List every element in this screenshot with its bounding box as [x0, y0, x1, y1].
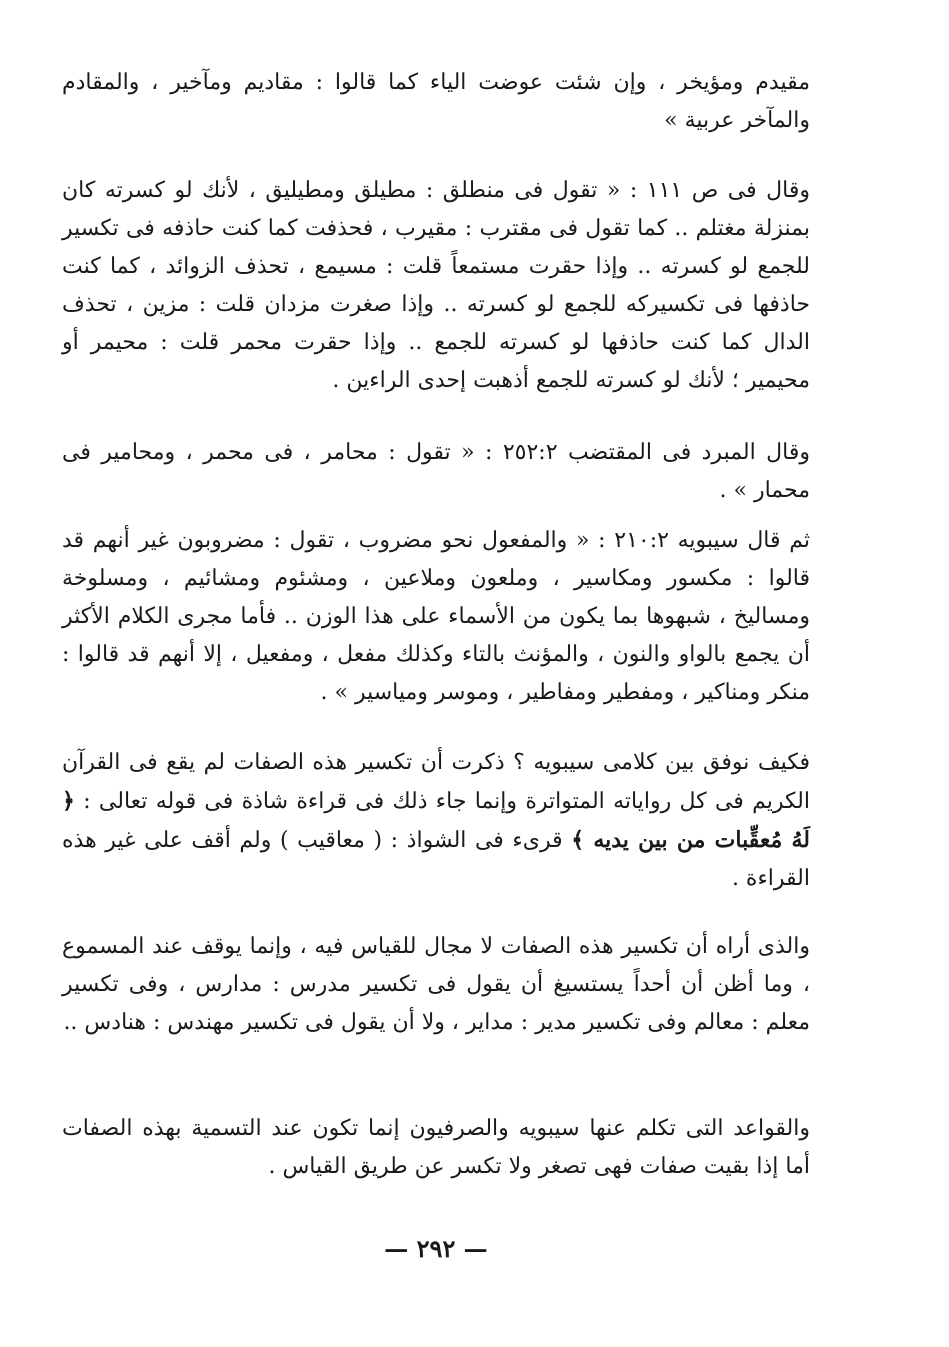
paragraph-5	[62, 744, 810, 898]
paragraph-1: مقيدم ومؤيخر ، وإن شئت عوضت الياء كما قالوا : مقاديم ومآخير ، والمقادم والمآخر عربية »	[62, 70, 810, 133]
page-number: — ٢٩٢ —	[384, 1234, 488, 1263]
paragraph-7: والقواعد التى تكلم عنها سيبويه والصرفيون إنما تكون عند التسمية بهذه الصفات أما إذا بقيت صفات فهى تصغر ولا تكسر عن طريق القياس .	[62, 1116, 810, 1179]
paragraph-2: وقال فى ص ١١١ : « تقول فى منطلق : مطيلق ومطيليق ، لأنك لو كسرته كان بمنزلة مغتلم .. كما تقول فى مقترب : مقيرب ، فحذفت كما كنت حاذفه فى تكسير للجمع لو كسرته .. وإذا حقرت مستمعاً قلت : مسيمع ، تحذف الزوائد ، كما كنت حاذفها فى تكسيركه للجمع لو كسرته .. وإذا صغرت مزدان قلت : مزين ، تحذف الدال كما كنت حاذفها لو كسرته للجمع .. وإذا حقرت محمر قلت : محيمر أو محيمير ؛ لأنك لو كسرته للجمع أذهبت إحدى الراءين .	[62, 178, 810, 393]
paragraph-6: والذى أراه أن تكسير هذه الصفات لا مجال للقياس فيه ، وإنما يوقف عند المسموع ، وما أظن أن أحداً يستسيغ أن يقول فى تكسير مدرس : مدارس ، وفى تكسير معلم : معالم وفى تكسير مدير : مداير ، ولا أن يقول فى تكسير مهندس : هنادس ..	[62, 934, 810, 1035]
paragraph-5-text-after: قرىء فى الشواذ : ( معاقيب ) ولم أقف على غير هذه القراءة .	[62, 828, 810, 891]
paragraph-5-text-before: فكيف نوفق بين كلامى سيبويه ؟ ذكرت أن تكسير هذه الصفات لم يقع فى القرآن الكريم فى كل رواياته المتواترة وإنما جاء ذلك فى قراءة شاذة فى قوله تعالى :	[62, 750, 810, 814]
paragraph-3: وقال المبرد فى المقتضب ٢٥٢:٢ : « تقول : محامر ، فى محمر ، ومحامير فى محمار » .	[62, 440, 810, 503]
paragraph-4: ثم قال سيبويه ٢١٠:٢ : « والمفعول نحو مضروب ، تقول : مضروبون غير أنهم قد قالوا : مكسور ومكاسير ، وملعون وملاعين ، ومشئوم ومشائيم ، ومسلوخة ومساليخ ، شبهوها بما يكون من الأسماء على هذا الوزن .. فأما مجرى الكلام الأكثر أن يجمع بالواو والنون ، والمؤنث بالتاء وكذلك مفعل ، ومفعيل ، إلا أنهم قد قالوا : منكر ومناكير ، ومفطير ومفاطير ، وموسر ومياسير » .	[62, 528, 810, 705]
quran-verse: ﴿ لَهُ مُعقِّبات من بين يديه ﴾	[62, 788, 810, 853]
document-page	[62, 64, 810, 1284]
